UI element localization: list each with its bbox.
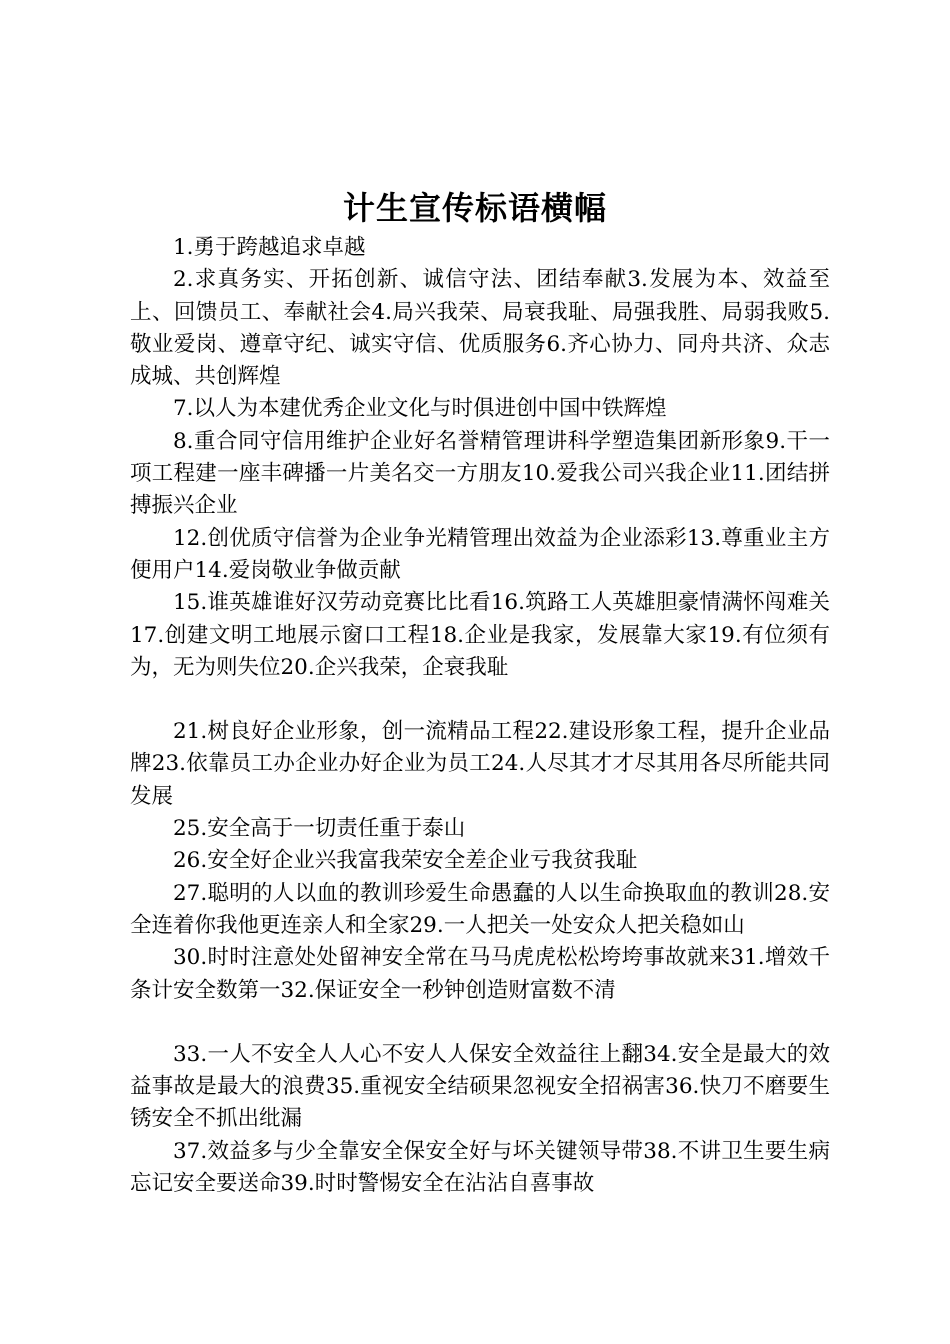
paragraph-11: 30.时时注意处处留神安全常在马马虎虎松松垮垮事故就来31.增效千条计安全数第一32.保证安全一秒钟创造财富数不清	[130, 945, 830, 1003]
paragraph-12: 33.一人不安全人人心不安人人保安全效益往上翻34.安全是最大的效益事故是最大的浪费35.重视安全结硕果忽视安全招祸害36.快刀不磨要生锈安全不抓出纰漏	[130, 1041, 830, 1132]
document-title: 计生宣传标语横幅	[342, 189, 607, 227]
paragraph-8: 25.安全高于一切责任重于泰山	[173, 816, 466, 842]
paragraph-2: 2.求真务实、开拓创新、诚信守法、团结奉献3.发展为本、效益至上、回馈员工、奉献社会4.局兴我荣、局衰我耻、局强我胜、局弱我败5.敬业爱岗、遵章守纪、诚实守信、优质服务6.齐心协力、同舟共济、众志成城、共创辉煌	[130, 267, 830, 390]
paragraph-3: 7.以人为本建优秀企业文化与时俱进创中国中铁辉煌	[173, 396, 667, 422]
paragraph-5: 12.创优质守信誉为企业争光精管理出效益为企业添彩13.尊重业主方便用户14.爱岗敬业争做贡献	[130, 525, 830, 583]
paragraph-10: 27.聪明的人以血的教训珍爱生命愚蠢的人以生命换取血的教训28.安全连着你我他更连亲人和全家29.一人把关一处安众人把关稳如山	[130, 880, 830, 938]
paragraph-1: 1.勇于跨越追求卓越	[173, 235, 366, 260]
paragraph-6: 15.谁英雄谁好汉劳动竞赛比比看16.筑路工人英雄胆豪情满怀闯难关17.创建文明工地展示窗口工程18.企业是我家，发展靠大家19.有位须有为，无为则失位20.企兴我荣，企衰我耻	[130, 590, 830, 680]
document-body	[130, 232, 830, 1200]
paragraph-13: 37.效益多与少全靠安全保安全好与坏关键领导带38.不讲卫生要生病忘记安全要送命39.时时警惕安全在沾沾自喜事故	[130, 1138, 830, 1197]
paragraph-9: 26.安全好企业兴我富我荣安全差企业亏我贫我耻	[173, 848, 638, 874]
paragraph-7: 21.树良好企业形象，创一流精品工程22.建设形象工程，提升企业品牌23.依靠员工办企业办好企业为员工24.人尽其才才尽其用各尽所能共同发展	[130, 719, 830, 809]
paragraph-4: 8.重合同守信用维护企业好名誉精管理讲科学塑造集团新形象9.干一项工程建一座丰碑播一片美名交一方朋友10.爱我公司兴我企业11.团结拼搏振兴企业	[130, 428, 830, 519]
